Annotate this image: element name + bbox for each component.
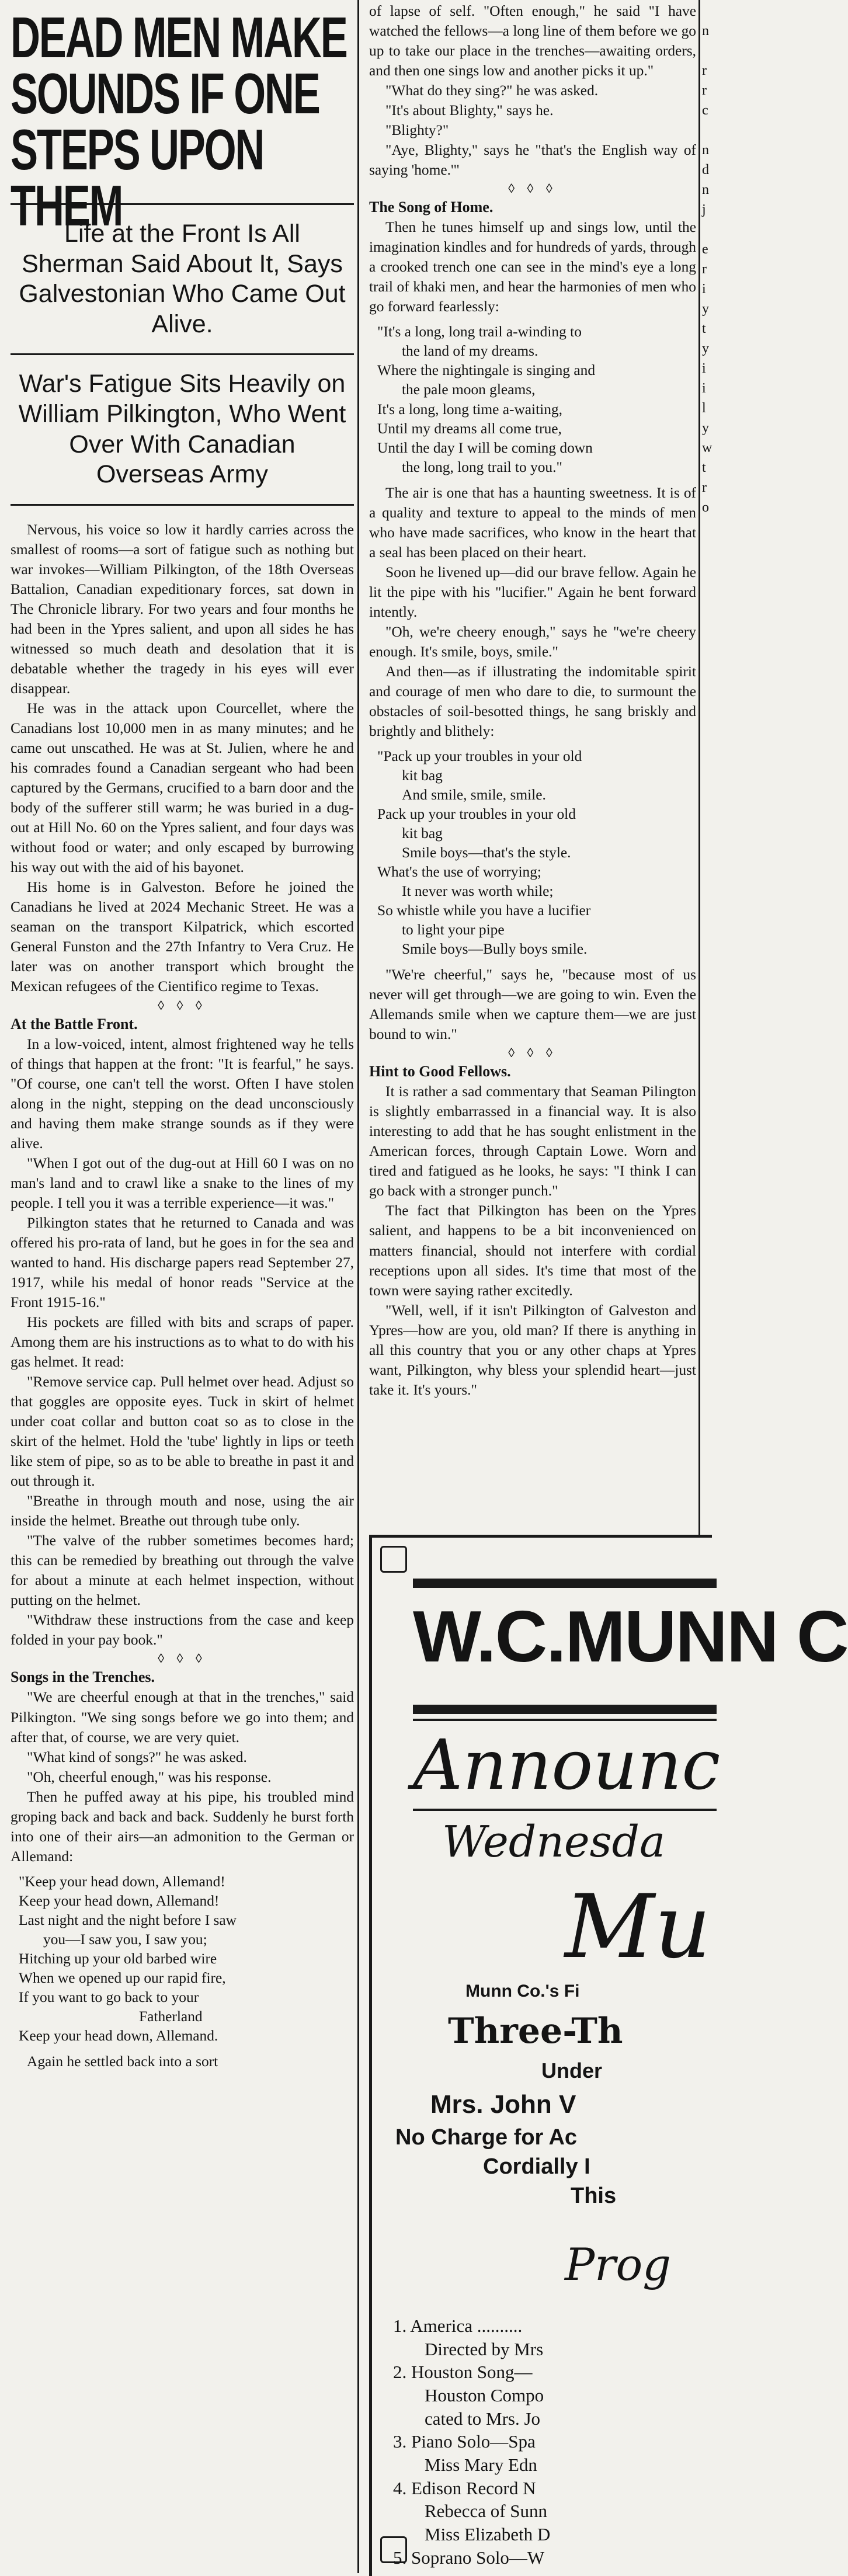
- paragraph: Nervous, his voice so low it hardly carries across the smallest of rooms—a sort of fatigue such as nothing but war invokes—William Pilkington, of the 18th Overseas Battalion, Canadian expeditionary forces, sat down in The Chronicle library. For two years and four months he had been in the Ypres salient, and upon all sides he has witnessed so much death and desolation that it is debatable whether the tragedy in his eyes will ever disappear.: [11, 521, 354, 697]
- section-dots: ◊ ◊ ◊: [508, 1045, 557, 1061]
- verse-line: Hitching up your old barbed wire: [19, 1950, 217, 1967]
- verse-line: Smile boys—Bully boys smile.: [402, 941, 588, 958]
- program-item: Houston Compo: [425, 2385, 544, 2406]
- subhead-battle: At the Battle Front.: [11, 1015, 138, 1033]
- ad-day: Wednesda: [442, 1817, 666, 1867]
- program-item: Directed by Mrs: [425, 2338, 544, 2359]
- verse-troubles: [369, 747, 696, 959]
- cropped-letter: r: [702, 83, 707, 98]
- cropped-letter: w: [702, 440, 713, 456]
- program-item: cated to Mrs. Jo: [425, 2408, 541, 2429]
- ad-announcement: Announc: [413, 1719, 717, 1811]
- subhead-songs: Songs in the Trenches.: [11, 1668, 155, 1686]
- verse-line: Where the nightingale is singing and: [377, 362, 596, 379]
- paragraph: Again he settled back into a sort: [27, 2053, 218, 2070]
- cropped-letter: o: [702, 500, 709, 515]
- verse-line: kit bag: [402, 767, 443, 784]
- ad-host: Mrs. John V: [430, 2090, 576, 2119]
- headline-wrap: [11, 5, 354, 238]
- article-body-right: [369, 1, 696, 1400]
- program-item: 4. Edison Record N: [393, 2477, 536, 2498]
- cropped-letter: i: [702, 281, 706, 297]
- paragraph: The air is one that has a haunting sweetness. It is of a quality and texture to appeal to the minds of men who have made sacrifices, who know in the heart that a seal has been placed on their heart.: [369, 484, 696, 561]
- article-body-left: [11, 520, 354, 2071]
- verse-line: Last night and the night before I saw: [19, 1911, 237, 1928]
- paragraph: Then he tunes himself up and sings low, until the imagination kindles and for hundreds of yards, through a crooked trench one can see in the mind's eye a long trail of khaki men, and hear the harmonies of men who go forward fearlessly:: [369, 219, 696, 315]
- program-item: 3. Piano Solo—Spa: [393, 2431, 536, 2452]
- paragraph: Then he puffed away at his pipe, his troubled mind groping back and back and back. Suddenly he burst forth into one of their airs—an admonition to the German or Allemand:: [11, 1788, 354, 1865]
- ad-cordially: Cordially I: [483, 2154, 590, 2179]
- paragraph: In a low-voiced, intent, almost frightened way he tells of things that happen at the front: "It is fearful," he says. "Of course, one can't tell the worst. Often I have stolen along in the night, stepping on the dead unconsciously and having them make strange sounds as if they were alive.: [11, 1035, 354, 1152]
- cropped-letter: l: [702, 401, 706, 416]
- paragraph: "Blighty?": [385, 122, 449, 139]
- divider: [11, 504, 354, 506]
- cropped-letter: d: [702, 162, 709, 178]
- paragraph: of lapse of self. "Often enough," he said "I have watched the fellows—a long line of them before we go up to take our place in the trenches—awaiting orders, and then one sings low and another picks it up.": [369, 3, 696, 79]
- verse-line: Keep your head down, Allemand!: [19, 1892, 220, 1909]
- paragraph: His pockets are filled with bits and scraps of paper. Among them are his instructions as to what to do with his gas helmet. It read:: [11, 1313, 354, 1370]
- verse-line: "It's a long, long trail a-winding to: [377, 324, 582, 340]
- verse-line: When we opened up our rapid fire,: [19, 1969, 226, 1986]
- cropped-letter: y: [702, 301, 709, 317]
- verse-line: It never was worth while;: [402, 883, 554, 900]
- cropped-letter: n: [702, 142, 709, 158]
- verse-line: kit bag: [402, 825, 443, 842]
- cropped-letter: t: [702, 460, 706, 475]
- paragraph: "Aye, Blighty," says he "that's the English way of saying 'home.'": [369, 142, 696, 179]
- paragraph: "We are cheerful enough at that in the trenches," said Pilkington. "We sing songs before we go into them; and after that, of course, we are very quiet.: [11, 1689, 354, 1746]
- verse-line: "Keep your head down, Allemand!: [19, 1873, 225, 1890]
- article-left-column: [11, 0, 354, 2071]
- verse-line: the land of my dreams.: [402, 343, 538, 360]
- verse-line: to light your pipe: [402, 922, 505, 938]
- ad-no-charge: No Charge for Ac: [395, 2125, 578, 2150]
- ad-title-mu: Mu: [565, 1876, 711, 1978]
- ad-under: Under: [541, 2059, 603, 2083]
- paragraph: His home is in Galveston. Before he joined the Canadians he lived at 2024 Mechanic Street. He was a seaman on the transport Kilpatrick, which escorted General Funston and the 27th Infantry to Vera Cruz. He later was on another transport which brought the Mexican refugees of the Cientifico regime to Texas.: [11, 879, 354, 995]
- article-right-column: [369, 0, 696, 1400]
- cropped-letter: r: [702, 262, 707, 277]
- program-item: 2. Houston Song—: [393, 2362, 533, 2383]
- paragraph: "Oh, we're cheery enough," says he "we're cheery enough. It's smile, boys, smile.": [369, 623, 696, 660]
- paragraph: "It's about Blighty," says he.: [385, 102, 554, 119]
- cropped-letter: n: [702, 182, 709, 197]
- section-dots: ◊ ◊ ◊: [158, 1651, 207, 1666]
- cropped-letter: r: [702, 480, 707, 495]
- cropped-letter: r: [702, 63, 707, 78]
- verse-line: If you want to go back to your: [19, 1989, 199, 2005]
- headline: DEAD MEN MAKE SOUNDS IF ONE STEPS UPON THEM: [11, 5, 347, 238]
- program-item: 5. Soprano Solo—W: [393, 2547, 545, 2568]
- paragraph: "What kind of songs?" he was asked.: [27, 1748, 247, 1765]
- paragraph: He was in the attack upon Courcellet, where the Canadians lost 10,000 men in as many minutes; and he came out unscathed. He was at St. Julien, where he and his comrades found a Canadian sergeant who had been captured by the Germans, crucified to a barn door and the body of the sufferer still warm; he was buried in a dug-out at Hill No. 60 on the Ypres salient, and four days was without food or water; and only escaped by burrowing his way out with the aid of his bayonet.: [11, 700, 354, 876]
- ad-program-list: [393, 2314, 712, 2569]
- verse-allemand: [11, 1872, 354, 2046]
- verse-line: Smile boys—that's the style.: [402, 844, 571, 861]
- subhead-hint: Hint to Good Fellows.: [369, 1063, 511, 1080]
- program-item: 1. America ..........: [393, 2316, 523, 2336]
- program-item: Miss Elizabeth D: [425, 2524, 551, 2545]
- paragraph: "When I got out of the dug-out at Hill 60 I was on no man's land and to crawl like a snake to the lines of my people. I tell you it was a terrible experience—it was.": [11, 1155, 354, 1211]
- paragraph: "Well, well, if it isn't Pilkington of Galveston and Ypres—how are you, old man? If there is anything in all this country that you or any other chaps at Ypres want, Pilkington, why bless your splendid heart—just take it. It's yours.": [369, 1302, 696, 1398]
- cropped-letter: y: [702, 341, 709, 356]
- verse-line: What's the use of worrying;: [377, 864, 541, 881]
- verse-line: you—I saw you, I saw you;: [43, 1931, 207, 1948]
- ornament-corner: [380, 1546, 407, 1573]
- verse-line: Pack up your troubles in your old: [377, 806, 576, 823]
- paragraph: "Breathe in through mouth and nose, using the air inside the helmet. Breathe out through tube only.: [11, 1493, 354, 1529]
- cropped-letter: y: [702, 420, 709, 436]
- verse-trail: [369, 322, 696, 477]
- paragraph: Soon he livened up—did our brave fellow. Again he lit the pipe with his "lucifier." Again he bent forward intently.: [369, 564, 696, 620]
- program-item: Rebecca of Sunn: [425, 2501, 548, 2522]
- cropped-letter: i: [702, 361, 706, 376]
- cropped-letter: i: [702, 381, 706, 396]
- paragraph: It is rather a sad commentary that Seaman Pilington is slightly embarrassed in a financial way. It is also interesting to add that he has sought enlistment in the American forces, through Captain Lowe. Worn and tired and fatigued as he looks, he says: "I think I can go back with a stronger punch.": [369, 1083, 696, 1200]
- paragraph: The fact that Pilkington has been on the Ypres salient, and happens to be a bit inconvenienced on matters financial, should not interfere with cordial receptions upon all sides. It's time that most of the town were saying rather excitedly.: [369, 1202, 696, 1299]
- munn-advertisement: [369, 1535, 848, 2576]
- section-dots: ◊ ◊ ◊: [158, 997, 207, 1013]
- cropped-adjacent-column: [701, 0, 713, 1495]
- verse-line: Until the day I will be coming down: [377, 439, 593, 456]
- program-item: Miss Mary Edn: [425, 2455, 537, 2476]
- divider: [11, 353, 354, 355]
- ad-this: This: [571, 2184, 617, 2208]
- column-rule: [357, 0, 359, 2573]
- paragraph: Pilkington states that he returned to Canada and was offered his pro-rata of land, but he goes in for the sea and wanted to hand. His discharge papers read September 27, 1917, while his medal of honor reads "Service at the Front 1915-16.": [11, 1214, 354, 1310]
- verse-line: It's a long, long time a-waiting,: [377, 401, 562, 418]
- paragraph: "We're cheerful," says he, "because most of us never will get through—we are going to win. Even the Allemands smile when we capture them—we are just bound to win.": [369, 967, 696, 1043]
- verse-line: So whistle while you have a lucifier: [377, 902, 591, 919]
- subhead-home: The Song of Home.: [369, 199, 493, 216]
- cropped-letter: t: [702, 321, 706, 336]
- verse-line: Fatherland: [139, 2008, 203, 2025]
- cropped-letter: j: [702, 202, 706, 217]
- deck-one: Life at the Front Is All Sherman Said About It, Says Galvestonian Who Came Out Alive.: [19, 220, 346, 338]
- paragraph: And then—as if illustrating the indomitable spirit and courage of men who dare to die, to surmount the obstacles of soil-besotted things, he sang briskly and brightly and blithely:: [369, 663, 696, 739]
- section-dots: ◊ ◊ ◊: [508, 181, 557, 196]
- paragraph: "What do they sing?" he was asked.: [385, 82, 599, 99]
- ad-logo: W.C.MUNN C: [413, 1579, 717, 1714]
- verse-line: the long, long trail to you.": [402, 458, 562, 475]
- paragraph: "Oh, cheerful enough," was his response.: [27, 1768, 272, 1785]
- cropped-letter: c: [702, 103, 708, 118]
- verse-line: the pale moon gleams,: [402, 381, 536, 398]
- cropped-letter: n: [702, 23, 709, 39]
- verse-line: And smile, smile, smile.: [402, 787, 546, 803]
- cropped-letter: e: [702, 242, 708, 257]
- ad-program-title: Prog: [565, 2238, 671, 2290]
- ad-three: Three-Th: [448, 2011, 623, 2052]
- paragraph: "The valve of the rubber sometimes becomes hard; this can be remedied by breathing out through the valve for about a minute at each helmet inspection, without putting on the helmet.: [11, 1532, 354, 1609]
- paragraph: "Withdraw these instructions from the case and keep folded in your pay book.": [11, 1612, 354, 1649]
- deck-two: War's Fatigue Sits Heavily on William Pilkington, Who Went Over With Canadian Overseas Army: [18, 370, 346, 489]
- paragraph: "Remove service cap. Pull helmet over head. Adjust so that goggles are opposite eyes. Tuck in skirt of helmet under coat collar and button coat so as to close in the skirt of the helmet. Hold the 'tube' lightly in lips or teeth like stem of pipe, so as to be able to breathe in past it and out through it.: [11, 1374, 354, 1490]
- verse-line: Keep your head down, Allemand.: [19, 2027, 218, 2044]
- ad-floor: Munn Co.'s Fi: [465, 1981, 580, 2001]
- verse-line: "Pack up your troubles in your old: [377, 748, 582, 764]
- verse-line: Until my dreams all come true,: [377, 420, 562, 437]
